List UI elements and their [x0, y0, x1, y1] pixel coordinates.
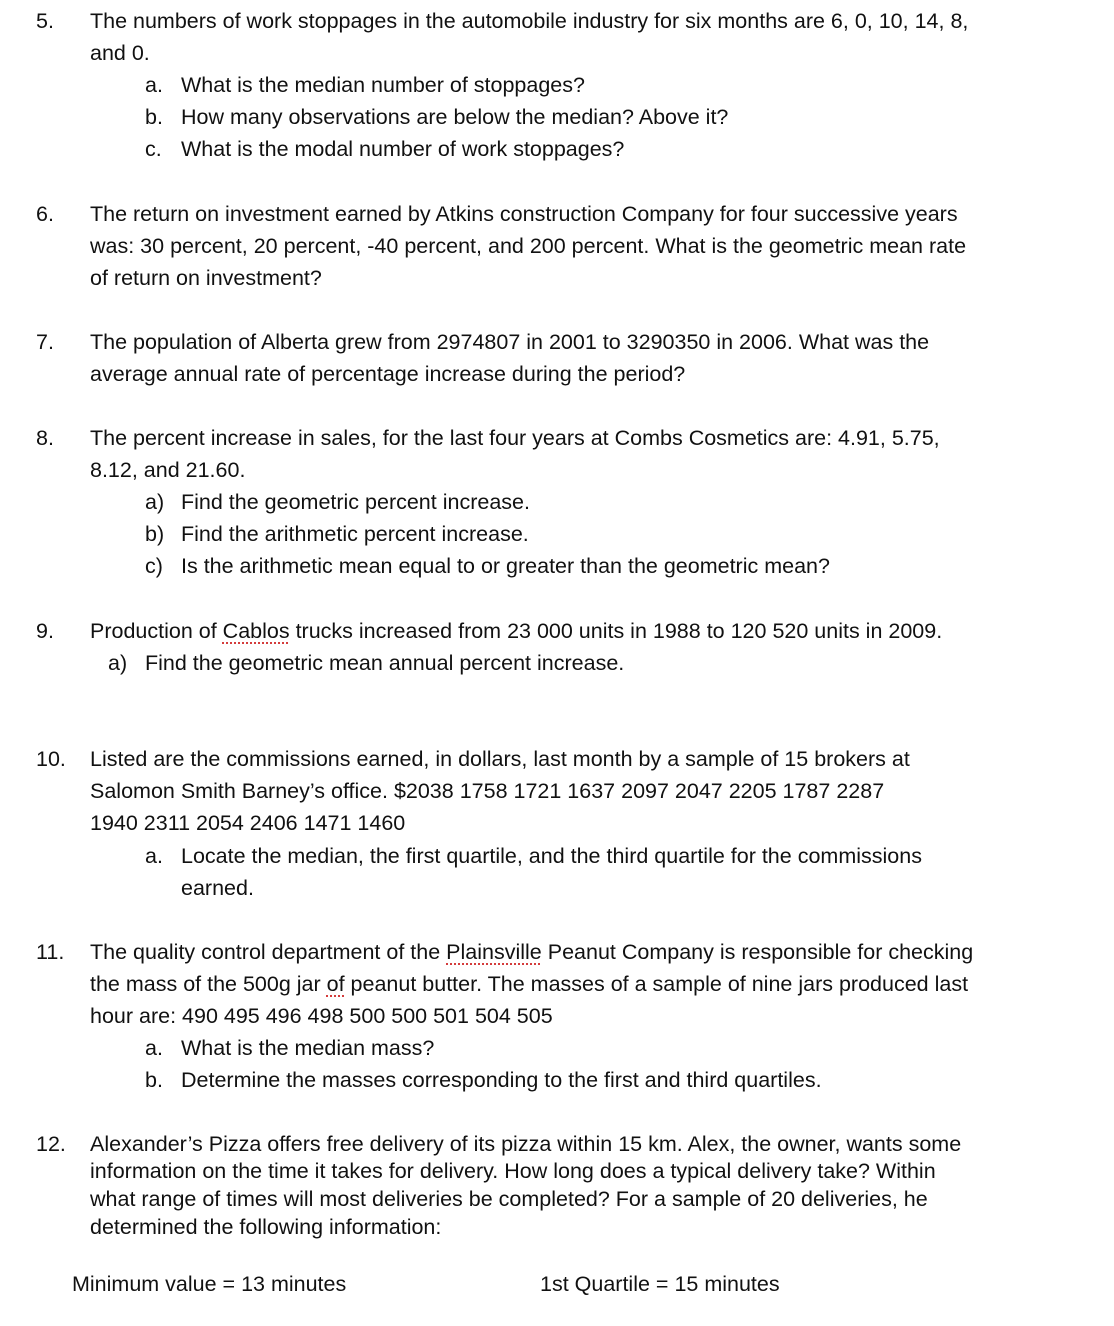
part-marker: a. [145, 844, 163, 868]
part-marker: a) [145, 490, 165, 514]
part-marker: a. [145, 73, 163, 97]
stat-first-quartile: 1st Quartile = 15 minutes [540, 1272, 780, 1296]
part-text: Is the arithmetic mean equal to or greater than the geometric mean? [181, 554, 830, 578]
question-text-line: average annual rate of percentage increase during the period? [90, 362, 686, 386]
question-text-line: determined the following information: [90, 1215, 442, 1239]
question-text-line: what range of times will most deliveries be completed? For a sample of 20 deliveries, he [90, 1187, 928, 1211]
question-text-line: The return on investment earned by Atkins construction Company for four successive years [90, 202, 958, 226]
part-marker: b. [145, 1068, 163, 1092]
part-text: How many observations are below the median? Above it? [181, 105, 729, 129]
part-text: earned. [181, 876, 254, 900]
question-number: 5. [36, 9, 54, 33]
question-number: 8. [36, 426, 54, 450]
question-text-line: 1940 2311 2054 2406 1471 1460 [90, 811, 406, 835]
question-text-line: Alexander’s Pizza offers free delivery of its pizza within 15 km. Alex, the owner, wants some [90, 1132, 962, 1156]
part-marker: b) [145, 522, 165, 546]
part-text: What is the modal number of work stoppages? [181, 137, 625, 161]
question-text-line [90, 939, 973, 965]
question-text-line: hour are: 490 495 496 498 500 500 501 504 505 [90, 1004, 553, 1028]
part-marker: c. [145, 137, 162, 161]
text-segment: The quality control department of the [90, 940, 447, 964]
question-number: 11. [36, 940, 65, 964]
part-marker: c) [145, 554, 163, 578]
question-text-line: and 0. [90, 41, 150, 65]
part-marker: b. [145, 105, 163, 129]
spellcheck-flagged-word: Cablos [222, 619, 290, 643]
text-segment: peanut butter. The masses of a sample of nine jars produced last [344, 972, 969, 996]
question-text-line: The percent increase in sales, for the last four years at Combs Cosmetics are: 4.91, 5.75, [90, 426, 940, 450]
text-segment: Production of [90, 619, 223, 643]
question-text-line [90, 971, 968, 997]
part-marker: a) [108, 651, 128, 675]
part-text: What is the median number of stoppages? [181, 73, 585, 97]
question-text-line: The population of Alberta grew from 2974807 in 2001 to 3290350 in 2006. What was the [90, 330, 930, 354]
question-text-line: was: 30 percent, 20 percent, -40 percent, and 200 percent. What is the geometric mean rate [90, 234, 967, 258]
question-number: 7. [36, 330, 54, 354]
part-text: Determine the masses corresponding to the first and third quartiles. [181, 1068, 822, 1092]
question-text-line: of return on investment? [90, 266, 322, 290]
text-segment: Peanut Company is responsible for checking [541, 940, 974, 964]
question-text-line: 8.12, and 21.60. [90, 458, 246, 482]
text-segment: the mass of the 500g jar [90, 972, 327, 996]
spellcheck-flagged-word: of [326, 972, 345, 996]
text-segment: trucks increased from 23 000 units in 1988 to 120 520 units in 2009. [289, 619, 943, 643]
question-text-line: The numbers of work stoppages in the automobile industry for six months are 6, 0, 10, 14, 8, [90, 9, 969, 33]
question-text-line: information on the time it takes for delivery. How long does a typical delivery take? Within [90, 1159, 936, 1183]
question-number: 6. [36, 202, 54, 226]
question-number: 12. [36, 1132, 66, 1156]
part-text: Find the geometric percent increase. [181, 490, 530, 514]
question-text-line: Listed are the commissions earned, in dollars, last month by a sample of 15 brokers at [90, 747, 910, 771]
question-number: 10. [36, 747, 66, 771]
spellcheck-flagged-word: Plainsville [446, 940, 542, 964]
part-text: What is the median mass? [181, 1036, 435, 1060]
question-text-line: Salomon Smith Barney’s office. $2038 1758 1721 1637 2097 2047 2205 1787 2287 [90, 779, 885, 803]
question-number: 9. [36, 619, 54, 643]
question-text-line [90, 618, 942, 644]
part-marker: a. [145, 1036, 163, 1060]
part-text: Locate the median, the first quartile, and the third quartile for the commissions [181, 844, 922, 868]
stat-minimum-value: Minimum value = 13 minutes [72, 1272, 347, 1296]
part-text: Find the arithmetic percent increase. [181, 522, 529, 546]
part-text: Find the geometric mean annual percent increase. [145, 651, 625, 675]
